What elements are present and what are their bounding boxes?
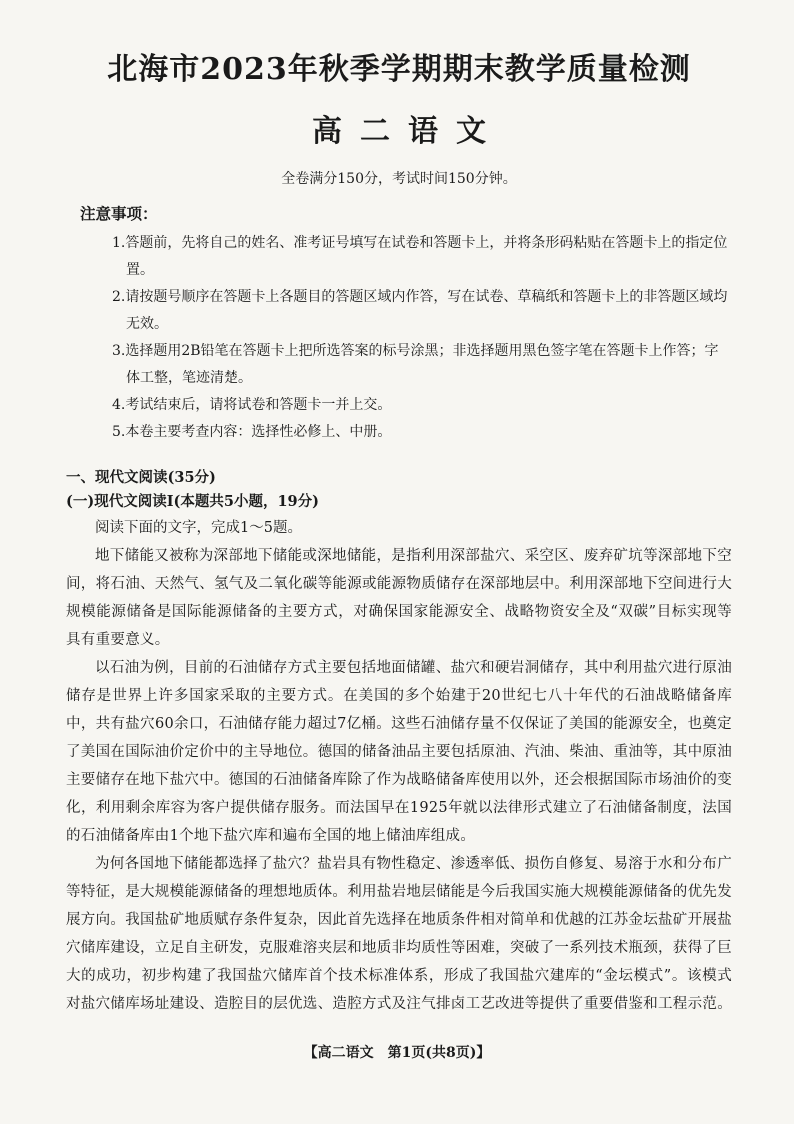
passage-paragraph: 地下储能又被称为深部地下储能或深地储能，是指利用深部盐穴、采空区、废弃矿坑等深部地下空间，将石油、天然气、氢气及二氧化碳等能源或能源物质储存在深部地层中。利用深部地下空间进行大规模能源储备是国际能源储备的主要方式，对确保国家能源安全、战略物资安全及“双碳”目标实现等具有重要意义。 [66,548,732,648]
notice-heading: 注意事项： [80,204,158,223]
notice-item: 5.本卷主要考查内容：选择性必修上、中册。 [112,424,392,440]
notice-item: 1.答题前，先将自己的姓名、准考证号填写在试卷和答题卡上，并将条形码粘贴在答题卡上的指定位置。 [112,235,728,278]
notice-item: 3.选择题用2B铅笔在答题卡上把所选答案的标号涂黑；非选择题用黑色签字笔在答题卡上作答；字体工整，笔迹清楚。 [112,343,719,386]
page-footer: 【高二语文 第1页(共8页)】 [303,1045,491,1061]
subsection-heading: (一)现代文阅读Ⅰ(本题共5小题，19分) [66,493,319,510]
reading-instruction: 阅读下面的文字，完成1～5题。 [95,520,302,536]
notice-item: 2.请按题号顺序在答题卡上各题目的答题区域内作答，写在试卷、草稿纸和答题卡上的非答题区域均无效。 [112,289,728,332]
passage-paragraph: 为何各国地下储能都选择了盐穴？盐岩具有物性稳定、渗透率低、损伤自修复、易溶于水和分布广等特征，是大规模能源储备的理想地质体。利用盐岩地层储能是今后我国实施大规模能源储备的优先发展方向。我国盐矿地质赋存条件复杂，因此首先选择在地质条件相对简单和优越的江苏金坛盐矿开展盐穴储库建设，立足自主研发，克服难溶夹层和地质非均质性等困难，突破了一系列技术瓶颈，获得了巨大的成功，初步构建了我国盐穴储库首个技术标准体系，形成了我国盐穴建库的“金坛模式”。该模式对盐穴储库场址建设、造腔目的层优选、造腔方式及注气排卤工艺改进等提供了重要借鉴和工程示范。 [66,856,732,1012]
passage-paragraph: 以石油为例，目前的石油储存方式主要包括地面储罐、盐穴和硬岩洞储存，其中利用盐穴进行原油储存是世界上许多国家采取的主要方式。在美国的多个始建于20世纪七八十年代的石油战略储备库中，共有盐穴60余口，石油储存能力超过7亿桶。这些石油储存量不仅保证了美国的能源安全，也奠定了美国在国际油价定价中的主导地位。德国的储备油品主要包括原油、汽油、柴油、重油等，其中原油主要储存在地下盐穴中。德国的石油储备库除了作为战略储备库使用以外，还会根据国际市场油价的变化，利用剩余库容为客户提供储存服务。而法国早在1925年就以法律形式建立了石油储备制度，法国的石油储备库由1个地下盐穴库和遍布全国的地上储油库组成。 [66,660,732,844]
notice-list [66,230,732,446]
subject-title: 高二语文 [312,114,504,149]
notice-item: 4.考试结束后，请将试卷和答题卡一并上交。 [112,397,392,413]
section-heading: 一、现代文阅读(35分) [66,469,216,486]
exam-title: 北海市2023年秋季学期期末教学质量检测 [107,52,691,87]
exam-meta: 全卷满分150分，考试时间150分钟。 [281,171,517,187]
